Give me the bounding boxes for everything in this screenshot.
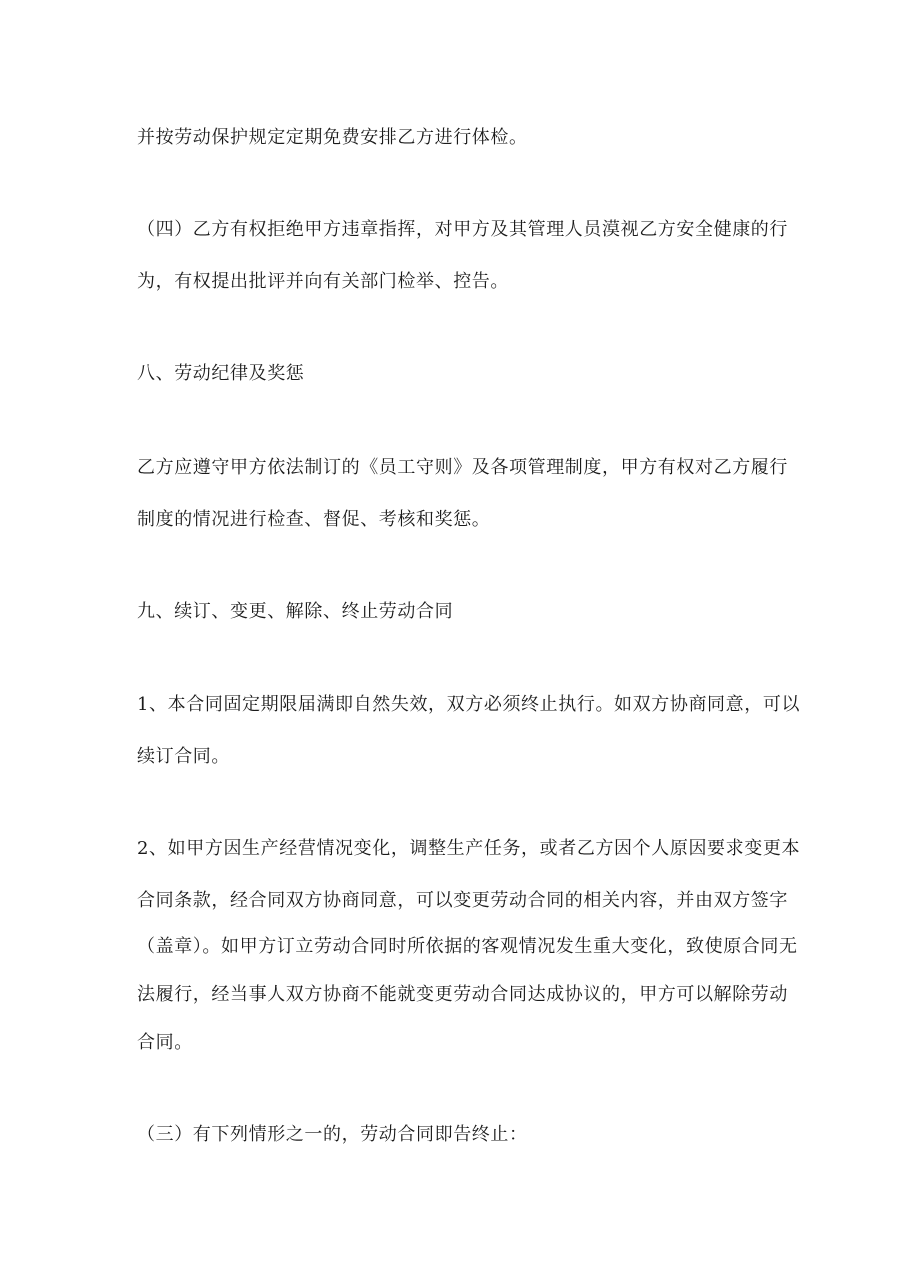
text-line: 1、本合同固定期限届满即自然失效，双方必须终止执行。如双方协商同意，可以 <box>137 694 801 715</box>
text-line: 并按劳动保护规定定期免费安排乙方进行体检。 <box>137 127 528 148</box>
section-heading: 八、劳动纪律及奖惩 <box>137 363 305 384</box>
text-line: 合同。 <box>137 1032 193 1053</box>
text-line: 续订合同。 <box>137 746 230 767</box>
text-line: 乙方应遵守甲方依法制订的《员工守则》及各项管理制度，甲方有权对乙方履行 <box>137 457 788 478</box>
text-line: 法履行，经当事人双方协商不能就变更劳动合同达成协议的，甲方可以解除劳动 <box>137 984 788 1005</box>
section-heading: 九、续订、变更、解除、终止劳动合同 <box>137 601 454 622</box>
text-line: （盖章）。如甲方订立劳动合同时所依据的客观情况发生重大变化，致使原合同无 <box>137 936 798 957</box>
text-line: 2、如甲方因生产经营情况变化，调整生产任务，或者乙方因个人原因要求变更本 <box>137 838 801 859</box>
text-line: （三）有下列情形之一的，劳动合同即告终止： <box>137 1124 528 1145</box>
text-line: （四）乙方有权拒绝甲方违章指挥，对甲方及其管理人员漠视乙方安全健康的行 <box>137 219 788 240</box>
text-line: 合同条款，经合同双方协商同意，可以变更劳动合同的相关内容，并由双方签字 <box>137 890 788 911</box>
text-line: 制度的情况进行检查、督促、考核和奖惩。 <box>137 509 491 530</box>
text-line: 为，有权提出批评并向有关部门检举、控告。 <box>137 271 509 292</box>
